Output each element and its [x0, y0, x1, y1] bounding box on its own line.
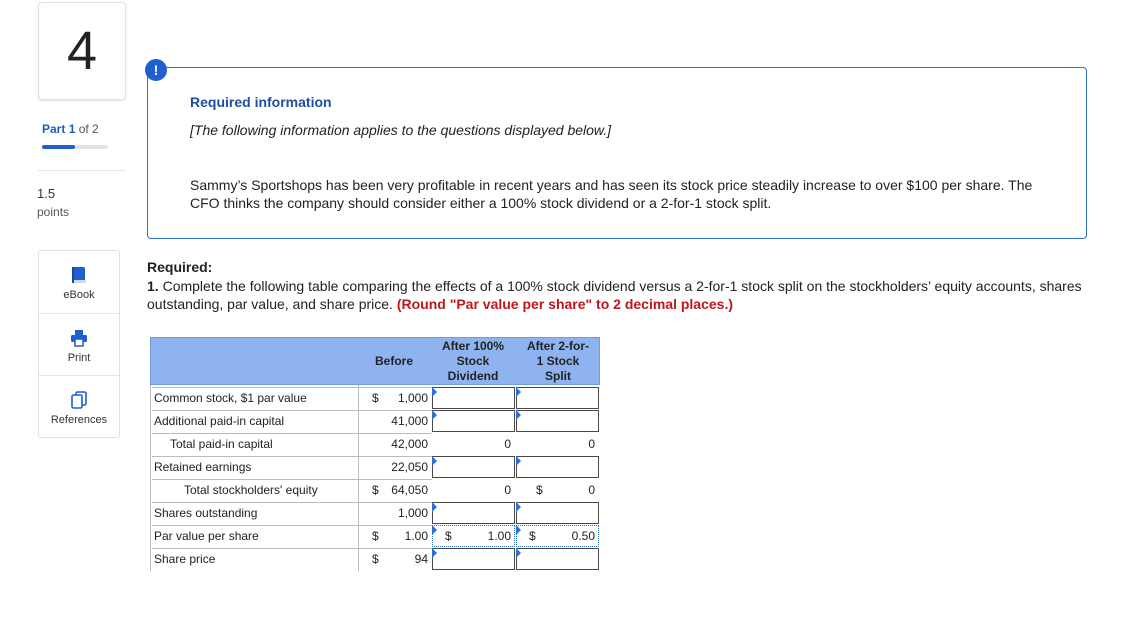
- dividend-input[interactable]: [432, 387, 515, 409]
- row-label: Share price: [152, 548, 432, 569]
- dividend-input[interactable]: [432, 456, 515, 478]
- info-title: Required information: [190, 94, 332, 110]
- printer-icon: [69, 328, 89, 348]
- dividend-calculated-cell: [432, 479, 515, 501]
- header-after-split: After 2-for-1 Stock Split: [527, 338, 589, 383]
- before-cell: [358, 525, 430, 546]
- required-title: Required:: [147, 259, 213, 275]
- print-label: Print: [67, 352, 91, 364]
- alert-icon: !: [145, 59, 167, 81]
- split-input[interactable]: [516, 456, 599, 478]
- references-label: References: [50, 414, 108, 426]
- points-value: 1.5: [37, 186, 56, 201]
- dividend-input[interactable]: [432, 502, 515, 524]
- header-before: Before: [374, 353, 413, 368]
- split-dollar-sign: $: [529, 529, 536, 543]
- row-label: Total stockholders' equity: [152, 479, 432, 500]
- split-value: 0: [588, 437, 595, 451]
- part-word: Part: [42, 122, 66, 136]
- split-value: 0.50: [571, 529, 595, 543]
- before-cell: [358, 433, 430, 454]
- before-value: 94: [414, 552, 428, 566]
- before-value: 22,050: [391, 460, 428, 474]
- row-label: Retained earnings: [152, 456, 432, 477]
- split-dollar-sign: $: [536, 483, 543, 497]
- dividend-input[interactable]: [432, 525, 515, 547]
- references-icon: [69, 390, 89, 410]
- before-value: 41,000: [391, 414, 428, 428]
- before-value: 64,050: [391, 483, 428, 497]
- before-cell: [358, 479, 430, 500]
- split-input[interactable]: [516, 387, 599, 409]
- split-input[interactable]: [516, 548, 599, 570]
- required-text: Complete the following table comparing the effects of a 100% stock dividend versus a 2-for-1 stock split on the stockholders’ equity accounts, shares outstanding, par value, and share price.: [147, 278, 1082, 312]
- required-number: 1.: [147, 278, 159, 294]
- row-label: Par value per share: [152, 525, 432, 546]
- dividend-input[interactable]: [432, 548, 515, 570]
- references-button[interactable]: [39, 375, 119, 438]
- part-current: 1: [68, 122, 76, 136]
- before-cell: [358, 410, 430, 431]
- row-label: Additional paid-in capital: [152, 410, 432, 431]
- points-label: points: [37, 205, 70, 219]
- table-left-border: [150, 385, 151, 571]
- info-subtitle: [The following information applies to the questions displayed below.]: [190, 122, 612, 138]
- split-calculated-cell: [516, 433, 599, 455]
- dividend-value: 0: [504, 437, 511, 451]
- required-info-box: [147, 67, 1087, 239]
- before-dollar-sign: $: [372, 483, 379, 497]
- before-value: 1,000: [397, 391, 428, 405]
- split-input[interactable]: [516, 502, 599, 524]
- dividend-calculated-cell: [432, 433, 515, 455]
- dividend-input[interactable]: [432, 410, 515, 432]
- split-calculated-cell: [516, 479, 599, 501]
- required-instructions: [147, 277, 1107, 313]
- sidebar-divider: [38, 170, 126, 171]
- before-cell: [358, 456, 430, 477]
- dividend-value: 1.00: [487, 529, 511, 543]
- before-value: 1,000: [397, 506, 428, 520]
- row-label: Shares outstanding: [152, 502, 432, 523]
- header-after-dividend: After 100% Stock Dividend: [441, 338, 505, 383]
- before-value: 42,000: [391, 437, 428, 451]
- dividend-dollar-sign: $: [445, 529, 452, 543]
- split-value: 0: [588, 483, 595, 497]
- dividend-value: 0: [504, 483, 511, 497]
- info-body: Sammy’s Sportshops has been very profitable in recent years and has seen its stock price steadily increase to over $100 per share. The CFO thinks the company should consider either a 100% stock dividend or a 2-for-1 stock split.: [190, 177, 1033, 211]
- part-progress-fill: [42, 145, 75, 149]
- row-label: Common stock, $1 par value: [152, 387, 432, 408]
- split-input[interactable]: [516, 410, 599, 432]
- before-cell: [358, 502, 430, 523]
- part-total: of 2: [78, 122, 99, 136]
- tool-panel: [38, 250, 120, 438]
- before-cell: [358, 548, 430, 569]
- before-cell: [358, 387, 430, 408]
- ebook-label: eBook: [63, 289, 95, 301]
- part-indicator: [42, 122, 99, 136]
- print-button[interactable]: [39, 313, 119, 376]
- split-input[interactable]: [516, 525, 599, 547]
- row-label: Total paid-in capital: [152, 433, 432, 454]
- book-icon: [69, 265, 89, 285]
- before-dollar-sign: $: [372, 552, 379, 566]
- before-value: 1.00: [404, 529, 428, 543]
- ebook-button[interactable]: [39, 251, 119, 313]
- part-progress-bar: [42, 145, 108, 149]
- before-dollar-sign: $: [372, 529, 379, 543]
- rounding-note: (Round "Par value per share" to 2 decimal places.): [396, 296, 733, 312]
- question-number: 4: [38, 2, 126, 100]
- before-dollar-sign: $: [372, 391, 379, 405]
